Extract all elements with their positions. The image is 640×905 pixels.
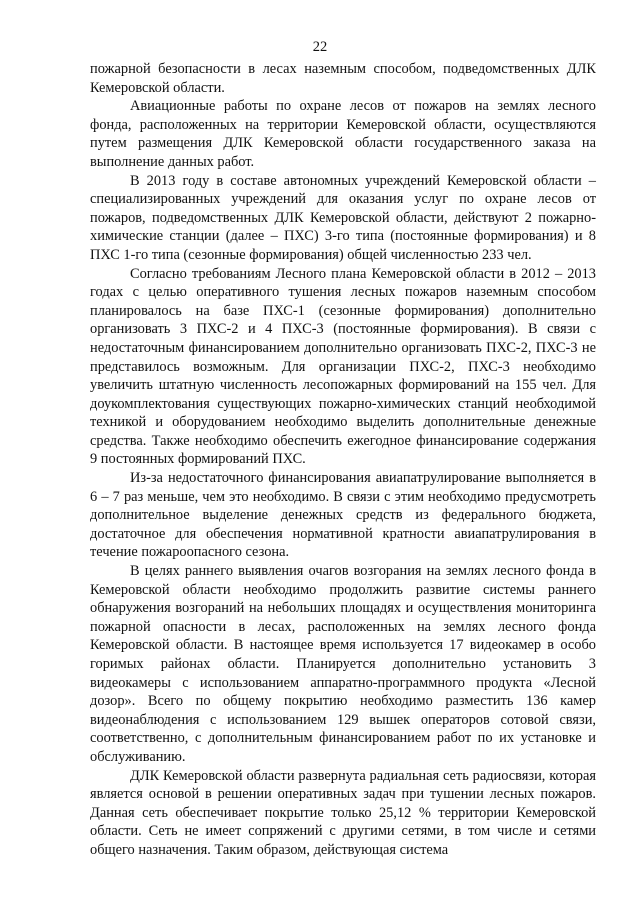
paragraph-aviation-works: Авиационные работы по охране лесов от пожаров на землях лесного фонда, расположенных на территории Кемеровской области, осуществляются путем размещения ДЛК Кемеровской области государственного заказа на выполнение данных работ.: [90, 98, 596, 170]
paragraph-continuation: пожарной безопасности в лесах наземным способом, подведомственных ДЛК Кемеровской области.: [90, 61, 596, 96]
page-number: 22: [312, 39, 328, 55]
paragraph-early-detection: В целях раннего выявления очагов возгорания на землях лесного фонда в Кемеровской области необходимо продолжить развитие системы раннего обнаружения возгораний на небольших площадях и осуществления мониторинга пожарной опасности в лесах, расположенных на землях лесного фонда Кемеровской области. В настоящее время используется 17 видеокамер в особо горимых районах области. Планируется дополнительно установить 3 видеокамеры с использованием аппаратно-программного продукта «Лесной дозор». Всего по общему покрытию необходимо разместить 136 камер видеонаблюдения с использованием 129 вышек операторов сотовой связи, соответственно, с дополнительным финансированием работ по их установке и обслуживанию.: [90, 563, 596, 765]
paragraph-2013-composition: В 2013 году в составе автономных учреждений Кемеровской области – специализированных учреждений для оказания услуг по охране лесов от пожаров, подведомственных ДЛК Кемеровской области, действуют 2 пожарно-химические станции (далее – ПХС) 3-го типа (постоянные формирования) и 8 ПХС 1-го типа (сезонные формирования) общей численностью 233 чел.: [90, 172, 596, 263]
paragraph-forest-plan: Согласно требованиям Лесного плана Кемеровской области в 2012 – 2013 годах с целью оперативного тушения лесных пожаров наземным способом планировалось на базе ПХС-1 (сезонные формирования) дополнительно организовать 3 ПХС-2 и 4 ПХС-3 (постоянные формирования). В связи с недостаточным финансированием дополнительно организовать ПХС-2, ПХС-3 не представилось возможным. Для организации ПХС-2, ПХС-3 необходимо увеличить штатную численность лесопожарных формирований на 155 чел. Для доукомплектования существующих пожарно-химических станций необходимой техникой и оборудованием необходимо выделить дополнительные денежные средства. Также необходимо обеспечить ежегодное финансирование содержания 9 постоянных формирований ПХС.: [90, 265, 596, 468]
body-text: [90, 60, 596, 860]
paragraph-radio-network: ДЛК Кемеровской области развернута радиальная сеть радиосвязи, которая является основой в решении оперативных задач при тушении лесных пожаров. Данная сеть обеспечивает покрытие только 25,12 % территории Кемеровской области. Сеть не имеет сопряжений с другими сетями, в том числе и сетями общего назначения. Таким образом, действующая система: [90, 767, 596, 858]
paragraph-aerial-patrol: Из-за недостаточного финансирования авиапатрулирование выполняется в 6 – 7 раз меньше, чем это необходимо. В связи с этим необходимо предусмотреть дополнительное выделение денежных средств из федерального бюджета, достаточное для обеспечения нормативной кратности авиапатрулирования в течение пожароопасного сезона.: [90, 470, 596, 561]
